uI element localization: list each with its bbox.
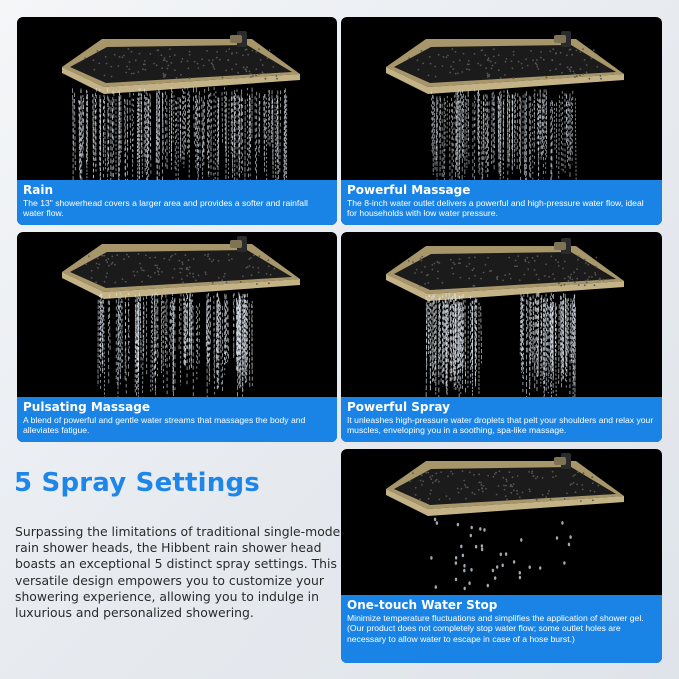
powerful-massage-card <box>341 17 662 225</box>
pulsating-massage-caption <box>17 397 337 442</box>
water-stop-card <box>341 449 662 663</box>
water-stop-title: One-touch Water Stop <box>347 598 498 612</box>
powerful-spray-card <box>341 232 662 442</box>
water-stop-caption <box>341 595 662 663</box>
water-stop-description: Minimize temperature fluctuations and simplifies the application of shower gel. (Our product does not completely stop water flow; some outlet holes are necessary to allow water to escape in case of a hose burst.) <box>347 613 644 644</box>
powerful-massage-title: Powerful Massage <box>347 183 471 197</box>
powerful-spray-title: Powerful Spray <box>347 400 450 414</box>
powerful-spray-description: It unleashes high-pressure water droplets that pelt your shoulders and relax your muscles, enveloping you in a soothing, spa-like massage. <box>347 415 654 436</box>
page-heading: 5 Spray Settings <box>14 468 260 498</box>
intro-paragraph: Surpassing the limitations of traditional single-mode rain shower heads, the Hibbent rain shower head boasts an exceptional 5 distinct spray settings. This versatile design empowers you to customize your showering experience, allowing you to indulge in luxurious and personalized showering. <box>15 524 341 621</box>
rain-description: The 13" showerhead covers a larger area and provides a softer and rainfall water flow. <box>23 198 308 219</box>
rain-caption <box>17 180 337 225</box>
powerful-massage-caption <box>341 180 662 225</box>
pulsating-massage-title: Pulsating Massage <box>23 400 151 414</box>
powerful-massage-description: The 8-inch water outlet delivers a powerful and high-pressure water flow, ideal for households with low water pressure. <box>347 198 644 219</box>
pulsating-massage-card <box>17 232 337 442</box>
powerful-spray-caption <box>341 397 662 442</box>
rain-title: Rain <box>23 183 53 197</box>
pulsating-massage-description: A blend of powerful and gentle water streams that massages the body and alleviates fatigue. <box>23 415 306 436</box>
rain-card <box>17 17 337 225</box>
